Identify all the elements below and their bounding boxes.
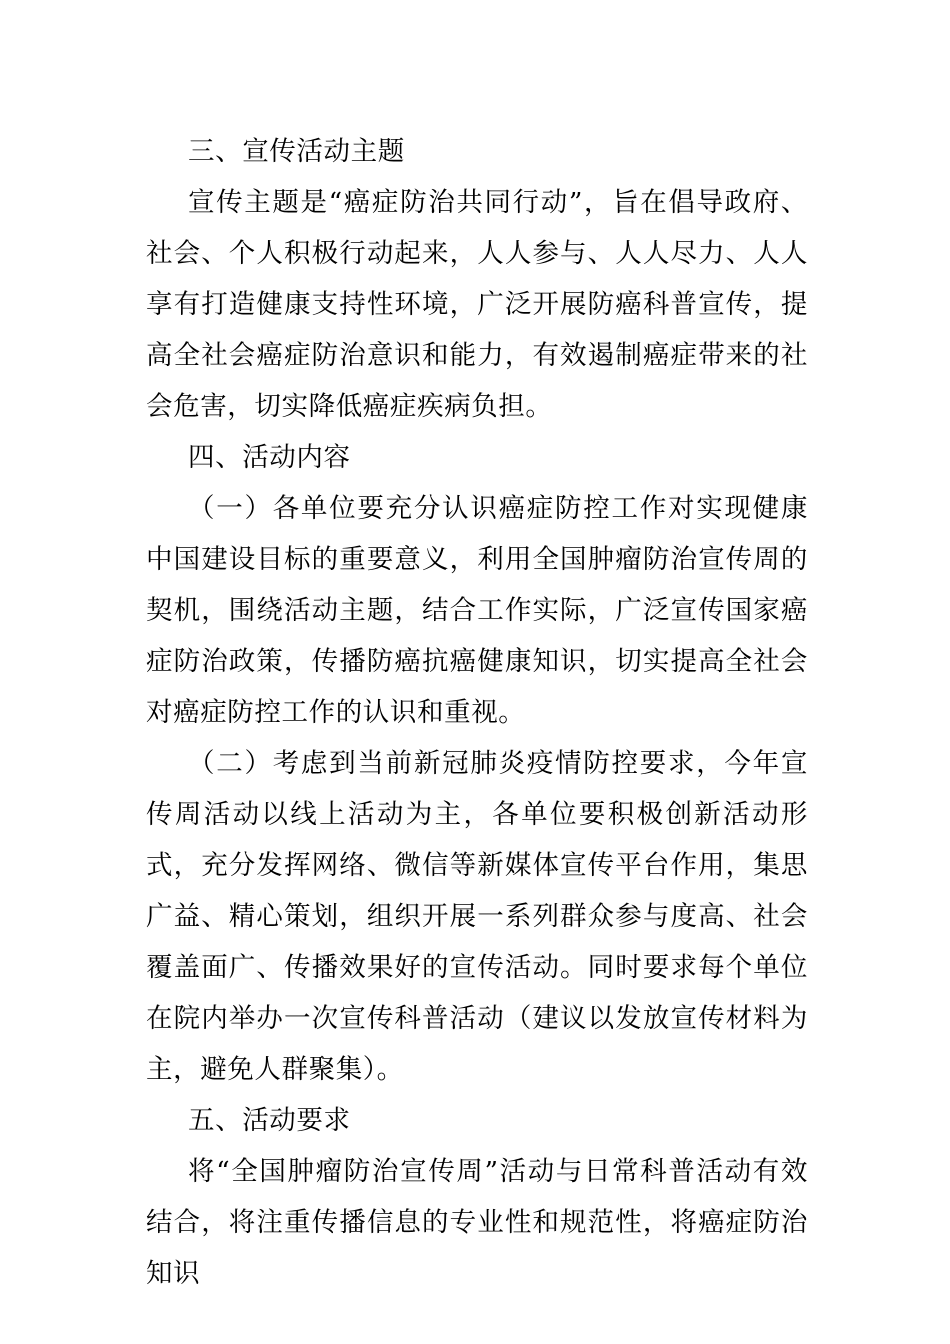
paragraph-content-2: （二）考虑到当前新冠肺炎疫情防控要求，今年宣传周活动以线上活动为主，各单位要积极创新活动形式，充分发挥网络、微信等新媒体宣传平台作用，集思广益、精心策划，组织开展一系列群众参与度高、社会覆盖面广、传播效果好的宣传活动。同时要求每个单位在院内举办一次宣传科普活动（建议以发放宣传材料为主，避免人群聚集）。 xyxy=(146,748,808,1085)
paragraph-theme: 宣传主题是“癌症防治共同行动”，旨在倡导政府、社会、个人积极行动起来，人人参与、人人尽力、人人享有打造健康支持性环境，广泛开展防癌科普宣传，提高全社会癌症防治意识和能力，有效遏制癌症带来的社会危害，切实降低癌症疾病负担。 xyxy=(146,187,808,422)
section-heading-theme: 三、宣传活动主题 xyxy=(188,136,405,167)
paragraph-requirements: 将“全国肿瘤防治宣传周”活动与日常科普活动有效结合，将注重传播信息的专业性和规范性，将癌症防治知识 xyxy=(146,1156,808,1289)
document-body xyxy=(146,126,808,1299)
section-heading-requirements: 五、活动要求 xyxy=(188,1105,351,1136)
section-heading-content: 四、活动内容 xyxy=(188,442,351,473)
paragraph-content-1: （一）各单位要充分认识癌症防控工作对实现健康中国建设目标的重要意义，利用全国肿瘤防治宣传周的契机，围绕活动主题，结合工作实际，广泛宣传国家癌症防治政策，传播防癌抗癌健康知识，切实提高全社会对癌症防控工作的认识和重视。 xyxy=(146,493,808,728)
